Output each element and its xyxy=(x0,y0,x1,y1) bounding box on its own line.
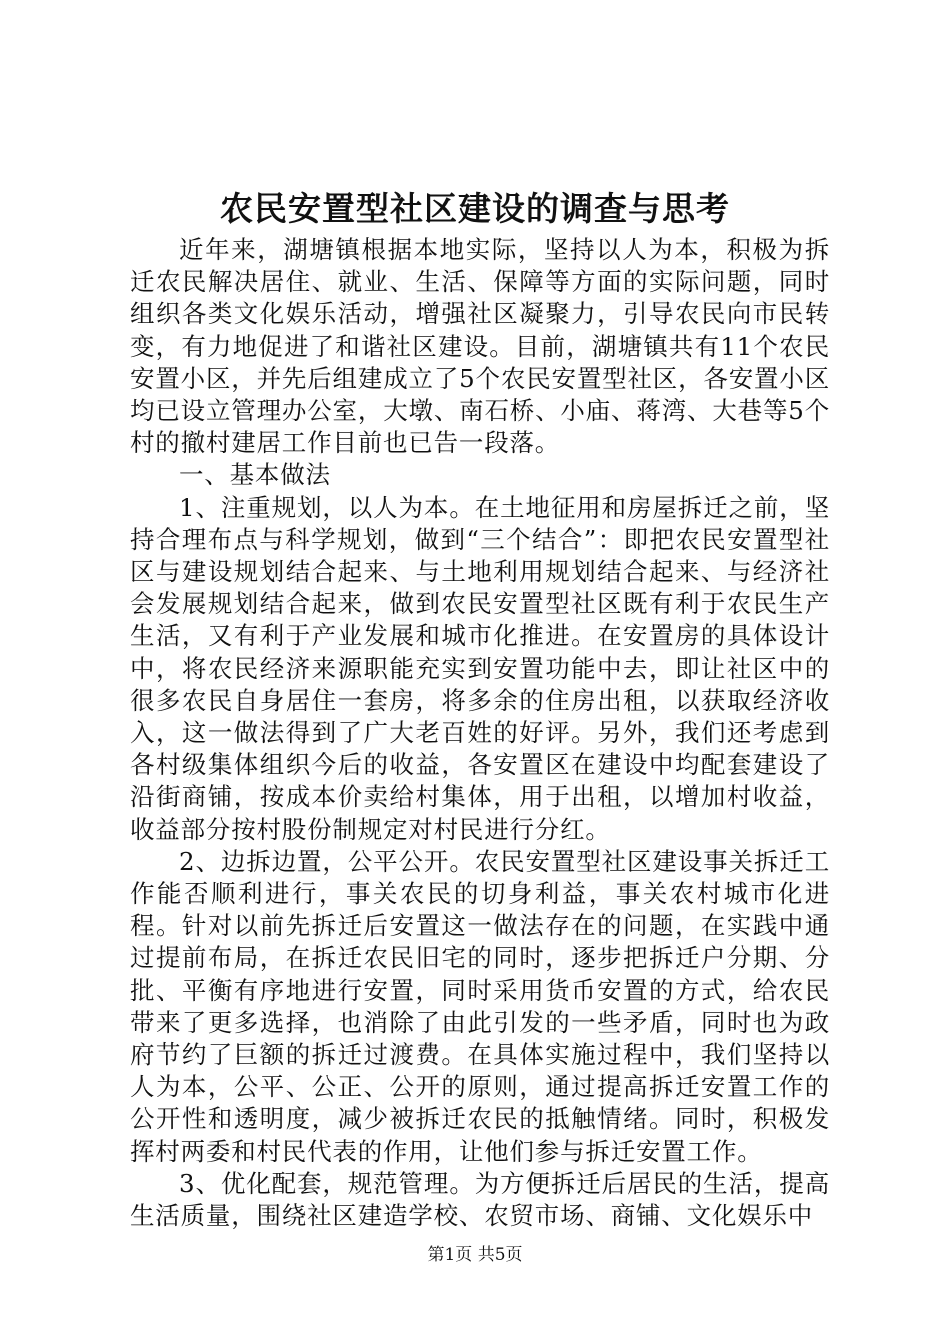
section-heading-basic-practices: 一、基本做法 xyxy=(179,460,331,490)
paragraph-planning: 1、注重规划，以人为本。在土地征用和房屋拆迁之前，坚持合理布点与科学规划，做到“三个结合”：即把农民安置型社区与建设规划结合起来、与土地利用规划结合起来、与经济社会发展规划结合起来，做到农民安置型社区既有利于农民生产生活，又有利于产业发展和城市化推进。在安置房的具体设计中，将农民经济来源职能充实到安置功能中去，即让社区中的很多农民自身居住一套房，将多余的住房出租，以获取经济收入，这一做法得到了广大老百姓的好评。另外，我们还考虑到各村级集体组织今后的收益，各安置区在建设中均配套建设了沿街商铺，按成本价卖给村集体，用于出租，以增加村收益，收益部分按村股份制规定对村民进行分红。 xyxy=(130,492,830,844)
page-number-footer: 第1页 共5页 xyxy=(427,1245,523,1265)
document-body xyxy=(130,234,830,1232)
paragraph-management: 3、优化配套，规范管理。为方便拆迁后居民的生活，提高生活质量，围绕社区建造学校、农贸市场、商铺、文化娱乐中 xyxy=(130,1168,830,1231)
paragraph-relocation: 2、边拆边置，公平公开。农民安置型社区建设事关拆迁工作能否顺利进行，事关农民的切身利益，事关农村城市化进程。针对以前先拆迁后安置这一做法存在的问题，在实践中通过提前布局，在拆迁农民旧宅的同时，逐步把拆迁户分期、分批、平衡有序地进行安置，同时采用货币安置的方式，给农民带来了更多选择，也消除了由此引发的一些矛盾，同时也为政府节约了巨额的拆迁过渡费。在具体实施过程中，我们坚持以人为本，公平、公正、公开的原则，通过提高拆迁安置工作的公开性和透明度，减少被拆迁农民的抵触情绪。同时，积极发挥村两委和村民代表的作用，让他们参与拆迁安置工作。 xyxy=(130,846,830,1166)
paragraph-intro: 近年来，湖塘镇根据本地实际，坚持以人为本，积极为拆迁农民解决居住、就业、生活、保障等方面的实际问题，同时组织各类文化娱乐活动，增强社区凝聚力，引导农民向市民转变，有力地促进了和谐社区建设。目前，湖塘镇共有11个农民安置小区，并先后组建成立了5个农民安置型社区，各安置小区均已设立管理办公室，大墩、南石桥、小庙、蒋湾、大巷等5个村的撤村建居工作目前也已告一段落。 xyxy=(130,235,831,458)
document-title: 农民安置型社区建设的调查与思考 xyxy=(220,189,730,228)
